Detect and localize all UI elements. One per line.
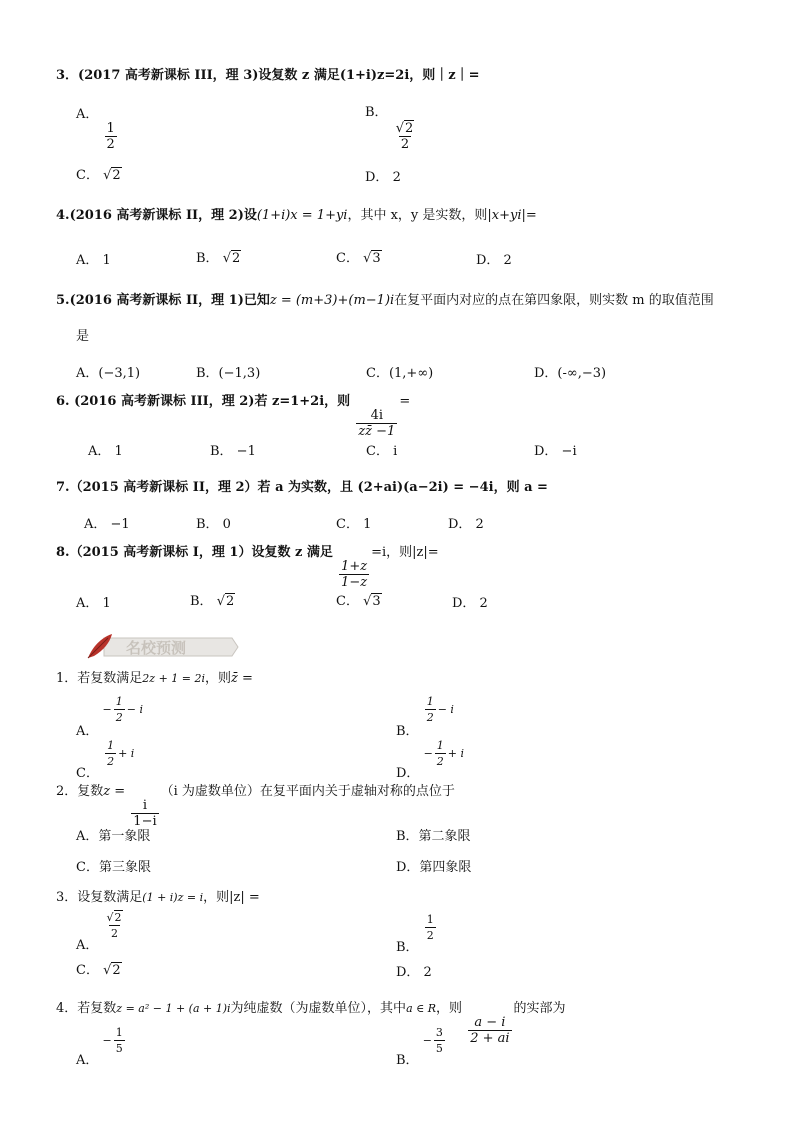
p3-option-a: A． $\frac{√2}{2}$ — [76, 911, 122, 953]
q8-option-b: B． √2 — [190, 594, 235, 609]
question-5-continued: 是 — [76, 329, 90, 344]
q7-option-d: D． 2 — [448, 517, 484, 532]
p2-option-b: B．第二象限 — [396, 829, 471, 844]
q5-option-a: A．(−3,1) — [76, 366, 141, 381]
p2-option-d: D．第四象限 — [396, 860, 472, 875]
question-7: 7.（2015 高考新课标 II，理 2）若 a 为实数，且 (2+ai)(a−2i) = −4i，则 a = — [56, 480, 548, 495]
banner-title: 名校预测 — [126, 639, 187, 657]
question-3: 3．(2017 高考新课标 III，理 3)设复数 z 满足(1+i)z=2i，则｜z｜= — [56, 68, 480, 83]
p2-option-c: C．第三象限 — [76, 860, 151, 875]
q3-option-b: B． $\frac{√2}{2}$ — [365, 105, 414, 152]
q6-option-c: C． i — [366, 444, 398, 459]
q5-option-c: C．(1,+∞) — [366, 366, 434, 381]
p1-option-b: B． $\frac{1}{2}$ − i — [396, 695, 454, 739]
p2-option-a: A．第一象限 — [76, 829, 151, 844]
q4-option-a: A． 1 — [76, 253, 111, 268]
p1-option-a: A． − $\frac{1}{2}$ − i — [76, 695, 143, 739]
p4-option-a: A． − $\frac{1}{5}$ — [76, 1026, 123, 1068]
q8-option-d: D． 2 — [452, 596, 488, 611]
q6-option-b: B． −1 — [210, 444, 256, 459]
q4-option-c: C． √3 — [336, 251, 381, 266]
q4-option-b: B． √2 — [196, 251, 241, 266]
predict-question-3: 3．设复数满足(1 + i)z = i，则|z| = — [56, 890, 260, 905]
predict-question-1: 1．若复数满足2z + 1 = 2i，则z̄ = — [56, 671, 253, 686]
q3-option-a: A． $\frac{1}{2}$ — [76, 107, 115, 152]
q7-option-b: B． 0 — [196, 517, 231, 532]
section-banner — [82, 632, 240, 662]
p4-option-b: B． − $\frac{3}{5}$ — [396, 1026, 443, 1068]
p1-option-d: D． − $\frac{1}{2}$ + i — [396, 739, 465, 781]
q6-option-a: A． 1 — [88, 444, 123, 459]
predict-question-2: 2．复数z = $\frac{i}{1-i}$ （i 为虚数单位）在复平面内关于虚轴对称的点位于 — [56, 784, 455, 829]
question-6: 6. (2016 高考新课标 III，理 2)若 z=1+2i，则 $\frac{4i}{zz̄ -1}$ = — [56, 394, 411, 439]
q7-option-a: A． −1 — [84, 517, 130, 532]
p3-option-b: B． $\frac{1}{2}$ — [396, 913, 434, 955]
q8-option-c: C． √3 — [336, 594, 381, 609]
q3-option-c: C． √2 — [76, 168, 121, 183]
question-5: 5.(2016 高考新课标 II，理 1)已知z = (m+3)+(m−1)i在复平面内对应的点在第四象限，则实数 m 的取值范围 — [56, 293, 714, 308]
p3-option-d: D． 2 — [396, 965, 432, 980]
q3-option-d: D． 2 — [365, 170, 401, 185]
question-4: 4.(2016 高考新课标 II，理 2)设(1+i)x = 1+yi，其中 x，y 是实数，则|x+yi|= — [56, 208, 537, 223]
q4-option-d: D． 2 — [476, 253, 512, 268]
q8-option-a: A． 1 — [76, 596, 111, 611]
q7-option-c: C． 1 — [336, 517, 372, 532]
q6-option-d: D． −i — [534, 444, 577, 459]
p1-option-c: C． $\frac{1}{2}$ + i — [76, 739, 135, 781]
p3-option-c: C． √2 — [76, 963, 121, 978]
predict-question-4: 4．若复数z = a² − 1 + (a + 1)i为纯虚数（为虚数单位），其中a ∈ R，则 $\frac{a - i}{2 + ai}$ 的实部为 — [56, 1001, 566, 1046]
q5-option-b: B．(−1,3) — [196, 366, 261, 381]
question-8: 8.（2015 高考新课标 I，理 1）设复数 z 满足 $\frac{1+z}{1-z}$ =i，则|z|= — [56, 545, 439, 590]
q5-option-d: D．(-∞,−3) — [534, 366, 607, 381]
